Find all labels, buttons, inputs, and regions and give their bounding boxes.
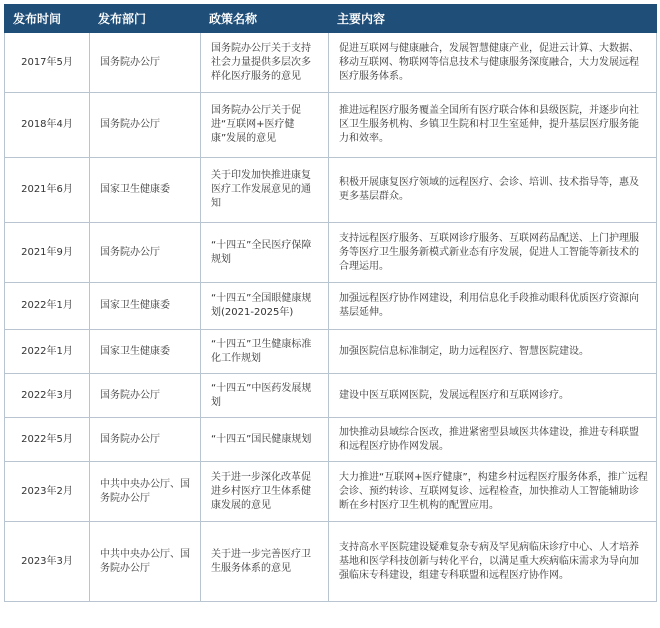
cell-policy: “十四五”中医药发展规划 [201, 374, 329, 418]
cell-date: 2017年5月 [5, 33, 90, 93]
cell-content: 促进互联网与健康融合，发展智慧健康产业，促进云计算、大数据、移动互联网、物联网等信息技术与健康服务深度融合，大力发展远程医疗服务体系。 [329, 33, 657, 93]
table-row [5, 462, 657, 522]
table-row [5, 283, 657, 330]
cell-content: 推进远程医疗服务覆盖全国所有医疗联合体和县级医院，并逐步向社区卫生服务机构、乡镇卫生院和村卫生室延伸，提升基层医疗服务能力和效率。 [329, 93, 657, 158]
cell-policy: “十四五”全国眼健康规划(2021-2025年) [201, 283, 329, 330]
cell-dept: 国家卫生健康委 [90, 330, 201, 374]
cell-policy: “十四五”卫生健康标准化工作规划 [201, 330, 329, 374]
cell-policy: “十四五”国民健康规划 [201, 418, 329, 462]
cell-date: 2023年3月 [5, 522, 90, 602]
table-row [5, 330, 657, 374]
table-row [5, 158, 657, 223]
cell-content: 加快推动县域综合医改，推进紧密型县域医共体建设，推进专科联盟和远程医疗协作网发展。 [329, 418, 657, 462]
policy-table [4, 4, 657, 602]
cell-content: 建设中医互联网医院，发展远程医疗和互联网诊疗。 [329, 374, 657, 418]
cell-content: 积极开展康复医疗领域的远程医疗、会诊、培训、技术指导等，惠及更多基层群众。 [329, 158, 657, 223]
header-content: 主要内容 [329, 5, 657, 33]
cell-date: 2023年2月 [5, 462, 90, 522]
cell-date: 2022年3月 [5, 374, 90, 418]
cell-policy: 国务院办公厅关于促进“互联网+医疗健康”发展的意见 [201, 93, 329, 158]
cell-dept: 中共中央办公厅、国务院办公厅 [90, 462, 201, 522]
table-row [5, 522, 657, 602]
cell-policy: “十四五”全民医疗保障规划 [201, 223, 329, 283]
cell-date: 2022年1月 [5, 330, 90, 374]
cell-date: 2021年9月 [5, 223, 90, 283]
cell-policy: 关于进一步深化改革促进乡村医疗卫生体系健康发展的意见 [201, 462, 329, 522]
policy-table-container [4, 4, 656, 602]
cell-content: 加强医院信息标准制定，助力远程医疗、智慧医院建设。 [329, 330, 657, 374]
table-header-row [5, 5, 657, 33]
cell-policy: 关于印发加快推进康复医疗工作发展意见的通知 [201, 158, 329, 223]
cell-date: 2021年6月 [5, 158, 90, 223]
cell-content: 加强远程医疗协作网建设，利用信息化手段推动眼科优质医疗资源向基层延伸。 [329, 283, 657, 330]
cell-date: 2022年5月 [5, 418, 90, 462]
cell-content: 支持高水平医院建设疑难复杂专病及罕见病临床诊疗中心、人才培养基地和医学科技创新与转化平台，以满足重大疾病临床需求为导向加强临床专科建设，组建专科联盟和远程医疗协作网。 [329, 522, 657, 602]
cell-dept: 国务院办公厅 [90, 33, 201, 93]
cell-content: 大力推进“互联网+医疗健康”，构建乡村远程医疗服务体系，推广远程会诊、预约转诊、互联网复诊、远程检查，加快推动人工智能辅助诊断在乡村医疗卫生机构的配置应用。 [329, 462, 657, 522]
header-dept: 发布部门 [90, 5, 201, 33]
cell-dept: 中共中央办公厅、国务院办公厅 [90, 522, 201, 602]
cell-dept: 国务院办公厅 [90, 223, 201, 283]
cell-policy: 关于进一步完善医疗卫生服务体系的意见 [201, 522, 329, 602]
cell-dept: 国家卫生健康委 [90, 283, 201, 330]
cell-policy: 国务院办公厅关于支持社会力量提供多层次多样化医疗服务的意见 [201, 33, 329, 93]
cell-dept: 国务院办公厅 [90, 374, 201, 418]
table-row [5, 93, 657, 158]
table-row [5, 223, 657, 283]
cell-date: 2018年4月 [5, 93, 90, 158]
cell-dept: 国家卫生健康委 [90, 158, 201, 223]
cell-date: 2022年1月 [5, 283, 90, 330]
cell-dept: 国务院办公厅 [90, 418, 201, 462]
header-policy: 政策名称 [201, 5, 329, 33]
header-date: 发布时间 [5, 5, 90, 33]
cell-dept: 国务院办公厅 [90, 93, 201, 158]
table-row [5, 418, 657, 462]
table-row [5, 374, 657, 418]
table-row [5, 33, 657, 93]
cell-content: 支持远程医疗服务、互联网诊疗服务、互联网药品配送、上门护理服务等医疗卫生服务新模式新业态有序发展，促进人工智能等新技术的合理运用。 [329, 223, 657, 283]
